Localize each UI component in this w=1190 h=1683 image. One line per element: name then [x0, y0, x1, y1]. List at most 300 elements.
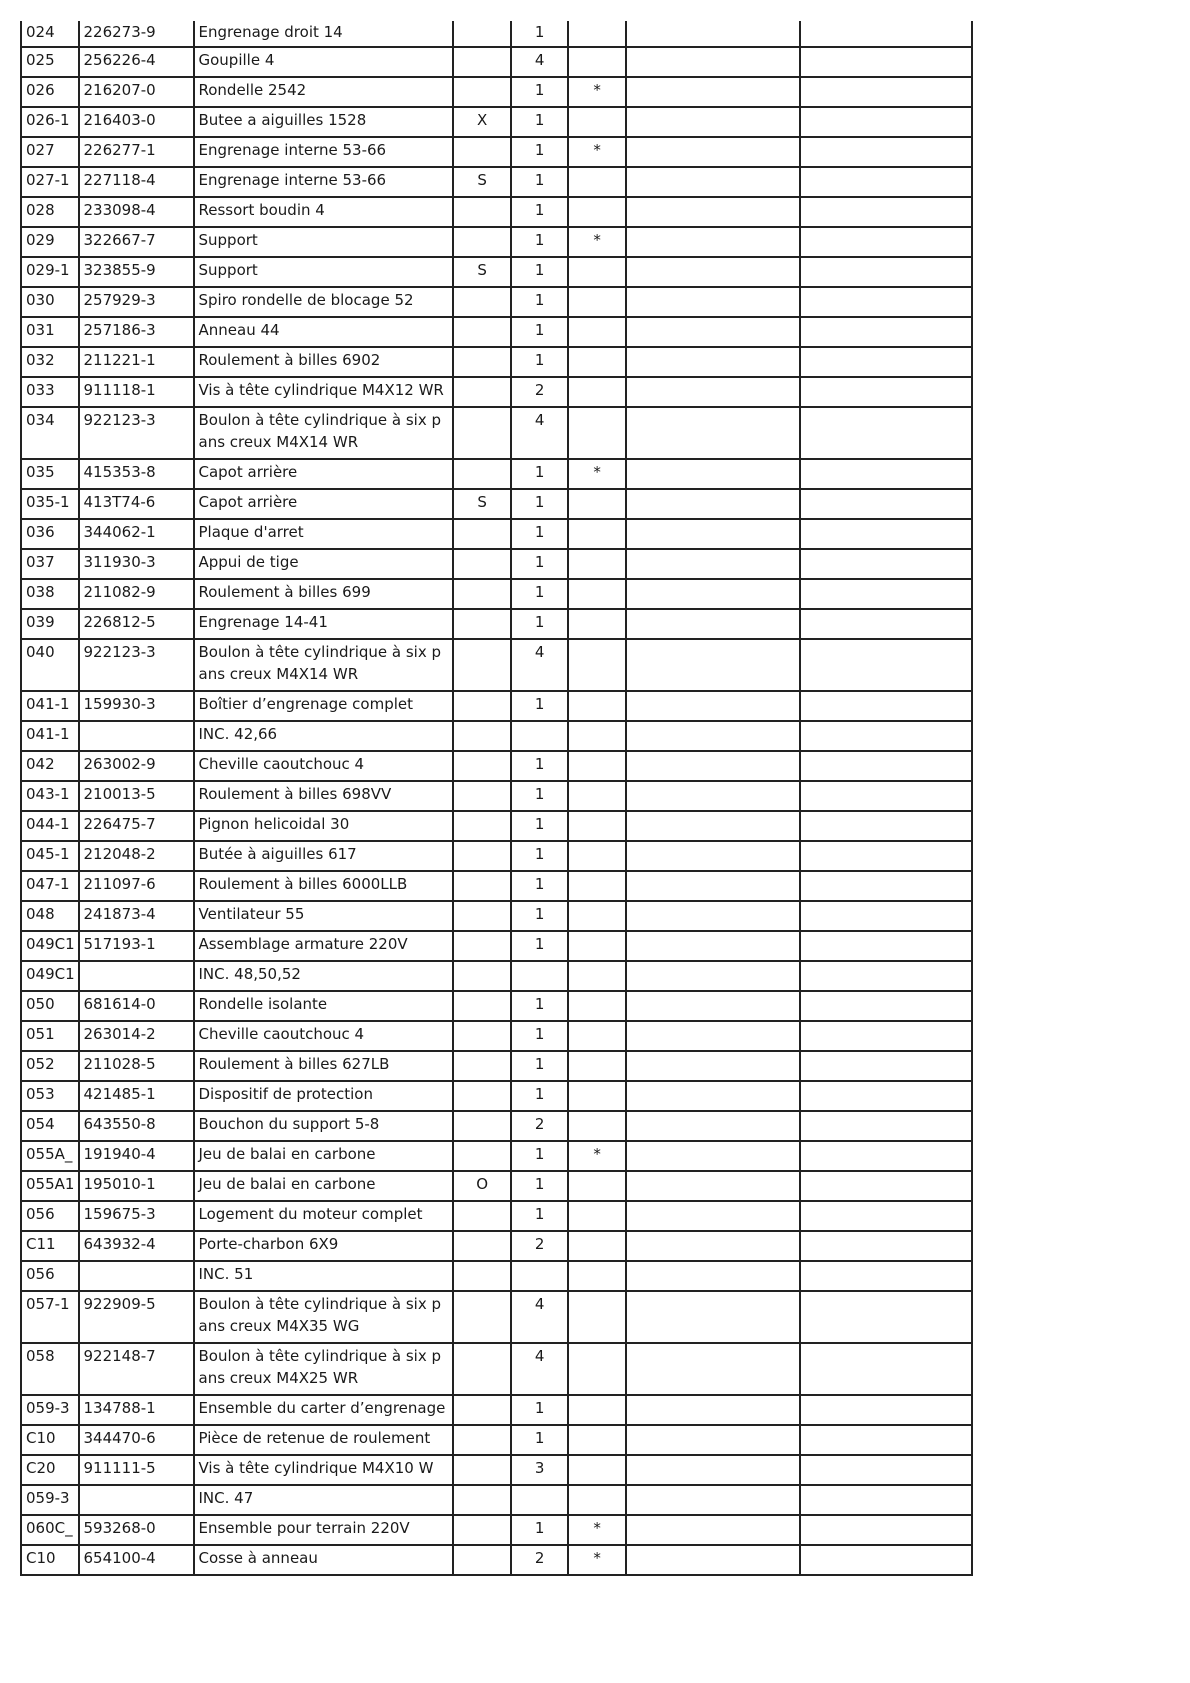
empty-cell: [800, 1201, 972, 1231]
mark-cell: [568, 197, 626, 227]
quantity-cell: 1: [511, 1081, 569, 1111]
empty-cell: [800, 1485, 972, 1515]
part-number-cell: 257929-3: [79, 287, 194, 317]
empty-cell: [626, 1171, 801, 1201]
description-cell: Engrenage interne 53-66: [194, 167, 454, 197]
description-cell: Boîtier d’engrenage complet: [194, 691, 454, 721]
mark-cell: [568, 931, 626, 961]
code-cell: [453, 1111, 511, 1141]
item-number-cell: 040: [21, 639, 79, 691]
empty-cell: [626, 407, 801, 459]
code-cell: [453, 287, 511, 317]
mark-cell: [568, 991, 626, 1021]
empty-cell: [626, 781, 801, 811]
description-cell: Porte-charbon 6X9: [194, 1231, 454, 1261]
description-cell: Ensemble du carter d’engrenage: [194, 1395, 454, 1425]
empty-cell: [626, 459, 801, 489]
code-cell: [453, 991, 511, 1021]
description-cell: Roulement à billes 699: [194, 579, 454, 609]
item-number-cell: 055A_: [21, 1141, 79, 1171]
part-number-cell: 911111-5: [79, 1455, 194, 1485]
description-cell: Rondelle 2542: [194, 77, 454, 107]
quantity-cell: 1: [511, 519, 569, 549]
empty-cell: [626, 841, 801, 871]
table-row: [21, 781, 972, 811]
empty-cell: [800, 1051, 972, 1081]
description-cell: Jeu de balai en carbone: [194, 1171, 454, 1201]
quantity-cell: 1: [511, 691, 569, 721]
quantity-cell: 1: [511, 1021, 569, 1051]
code-cell: S: [453, 257, 511, 287]
item-number-cell: 026-1: [21, 107, 79, 137]
description-cell: Boulon à tête cylindrique à six pans creux M4X14 WR: [194, 639, 454, 691]
quantity-cell: 4: [511, 407, 569, 459]
empty-cell: [626, 107, 801, 137]
item-number-cell: 025: [21, 47, 79, 77]
item-number-cell: 048: [21, 901, 79, 931]
empty-cell: [800, 377, 972, 407]
table-row: [21, 137, 972, 167]
mark-cell: [568, 841, 626, 871]
part-number-cell: 681614-0: [79, 991, 194, 1021]
code-cell: [453, 1081, 511, 1111]
empty-cell: [800, 549, 972, 579]
empty-cell: [800, 1545, 972, 1575]
description-cell: Rondelle isolante: [194, 991, 454, 1021]
quantity-cell: 1: [511, 317, 569, 347]
item-number-cell: 042: [21, 751, 79, 781]
part-number-cell: 212048-2: [79, 841, 194, 871]
quantity-cell: 1: [511, 1171, 569, 1201]
description-cell: Dispositif de protection: [194, 1081, 454, 1111]
mark-cell: *: [568, 137, 626, 167]
mark-cell: [568, 609, 626, 639]
table-row: [21, 107, 972, 137]
code-cell: [453, 1291, 511, 1343]
item-number-cell: 053: [21, 1081, 79, 1111]
item-number-cell: 035-1: [21, 489, 79, 519]
part-number-cell: [79, 1261, 194, 1291]
part-number-cell: [79, 1485, 194, 1515]
quantity-cell: 1: [511, 107, 569, 137]
item-number-cell: 059-3: [21, 1395, 79, 1425]
quantity-cell: 1: [511, 549, 569, 579]
mark-cell: [568, 1425, 626, 1455]
description-cell: Butee a aiguilles 1528: [194, 107, 454, 137]
empty-cell: [800, 227, 972, 257]
part-number-cell: 211221-1: [79, 347, 194, 377]
mark-cell: [568, 549, 626, 579]
table-row: [21, 1021, 972, 1051]
code-cell: [453, 1343, 511, 1395]
empty-cell: [800, 991, 972, 1021]
description-cell: Capot arrière: [194, 489, 454, 519]
code-cell: [453, 347, 511, 377]
part-number-cell: 922909-5: [79, 1291, 194, 1343]
table-row: [21, 167, 972, 197]
empty-cell: [800, 1111, 972, 1141]
mark-cell: [568, 1051, 626, 1081]
quantity-cell: 1: [511, 459, 569, 489]
description-cell: Goupille 4: [194, 47, 454, 77]
code-cell: [453, 407, 511, 459]
quantity-cell: 1: [511, 1201, 569, 1231]
code-cell: [453, 639, 511, 691]
quantity-cell: 1: [511, 991, 569, 1021]
item-number-cell: 030: [21, 287, 79, 317]
item-number-cell: 056: [21, 1201, 79, 1231]
mark-cell: [568, 489, 626, 519]
code-cell: [453, 1395, 511, 1425]
mark-cell: [568, 811, 626, 841]
description-cell: Boulon à tête cylindrique à six pans creux M4X25 WR: [194, 1343, 454, 1395]
part-number-cell: 159930-3: [79, 691, 194, 721]
part-number-cell: 256226-4: [79, 47, 194, 77]
table-row: [21, 1455, 972, 1485]
empty-cell: [626, 47, 801, 77]
table-row: [21, 931, 972, 961]
empty-cell: [626, 609, 801, 639]
empty-cell: [626, 691, 801, 721]
quantity-cell: 1: [511, 901, 569, 931]
mark-cell: [568, 721, 626, 751]
mark-cell: [568, 1111, 626, 1141]
item-number-cell: 055A1: [21, 1171, 79, 1201]
empty-cell: [626, 549, 801, 579]
mark-cell: [568, 1231, 626, 1261]
mark-cell: [568, 1455, 626, 1485]
quantity-cell: 1: [511, 579, 569, 609]
code-cell: [453, 317, 511, 347]
description-cell: INC. 48,50,52: [194, 961, 454, 991]
empty-cell: [626, 579, 801, 609]
mark-cell: [568, 519, 626, 549]
empty-cell: [800, 961, 972, 991]
item-number-cell: 033: [21, 377, 79, 407]
code-cell: [453, 609, 511, 639]
quantity-cell: 4: [511, 1291, 569, 1343]
description-cell: Engrenage 14-41: [194, 609, 454, 639]
empty-cell: [626, 1261, 801, 1291]
empty-cell: [626, 1291, 801, 1343]
empty-cell: [626, 1081, 801, 1111]
empty-cell: [800, 1343, 972, 1395]
table-row: [21, 1485, 972, 1515]
mark-cell: [568, 347, 626, 377]
table-row: [21, 1171, 972, 1201]
empty-cell: [800, 1395, 972, 1425]
table-row: [21, 197, 972, 227]
table-row: [21, 991, 972, 1021]
part-number-cell: 643932-4: [79, 1231, 194, 1261]
table-row: [21, 257, 972, 287]
empty-cell: [626, 317, 801, 347]
table-row: [21, 519, 972, 549]
mark-cell: [568, 1201, 626, 1231]
mark-cell: *: [568, 1141, 626, 1171]
table-row: [21, 489, 972, 519]
description-cell: Capot arrière: [194, 459, 454, 489]
mark-cell: *: [568, 1545, 626, 1575]
empty-cell: [800, 1515, 972, 1545]
empty-cell: [800, 841, 972, 871]
empty-cell: [800, 107, 972, 137]
description-cell: Ventilateur 55: [194, 901, 454, 931]
empty-cell: [800, 257, 972, 287]
quantity-cell: 1: [511, 489, 569, 519]
code-cell: [453, 931, 511, 961]
empty-cell: [626, 1201, 801, 1231]
empty-cell: [626, 931, 801, 961]
mark-cell: [568, 1485, 626, 1515]
table-row: [21, 691, 972, 721]
empty-cell: [800, 137, 972, 167]
part-number-cell: 226273-9: [79, 21, 194, 47]
empty-cell: [800, 781, 972, 811]
part-number-cell: 415353-8: [79, 459, 194, 489]
part-number-cell: 263014-2: [79, 1021, 194, 1051]
empty-cell: [800, 47, 972, 77]
description-cell: INC. 47: [194, 1485, 454, 1515]
code-cell: [453, 901, 511, 931]
code-cell: [453, 841, 511, 871]
description-cell: Support: [194, 227, 454, 257]
table-row: [21, 1515, 972, 1545]
quantity-cell: 2: [511, 1111, 569, 1141]
empty-cell: [626, 1485, 801, 1515]
table-row: [21, 1051, 972, 1081]
empty-cell: [800, 1231, 972, 1261]
item-number-cell: 059-3: [21, 1485, 79, 1515]
mark-cell: [568, 1261, 626, 1291]
description-cell: Cosse à anneau: [194, 1545, 454, 1575]
part-number-cell: 191940-4: [79, 1141, 194, 1171]
description-cell: Assemblage armature 220V: [194, 931, 454, 961]
item-number-cell: 049C1: [21, 931, 79, 961]
table-row: [21, 811, 972, 841]
part-number-cell: 922123-3: [79, 639, 194, 691]
quantity-cell: 1: [511, 871, 569, 901]
empty-cell: [800, 639, 972, 691]
item-number-cell: 024: [21, 21, 79, 47]
code-cell: [453, 21, 511, 47]
table-row: [21, 639, 972, 691]
code-cell: [453, 549, 511, 579]
description-cell: Roulement à billes 627LB: [194, 1051, 454, 1081]
empty-cell: [800, 579, 972, 609]
code-cell: [453, 197, 511, 227]
empty-cell: [800, 1171, 972, 1201]
code-cell: [453, 1261, 511, 1291]
description-cell: Anneau 44: [194, 317, 454, 347]
description-cell: Boulon à tête cylindrique à six pans creux M4X35 WG: [194, 1291, 454, 1343]
quantity-cell: 1: [511, 21, 569, 47]
empty-cell: [800, 931, 972, 961]
description-cell: Cheville caoutchouc 4: [194, 751, 454, 781]
item-number-cell: C11: [21, 1231, 79, 1261]
item-number-cell: 038: [21, 579, 79, 609]
item-number-cell: 039: [21, 609, 79, 639]
code-cell: O: [453, 1171, 511, 1201]
code-cell: S: [453, 167, 511, 197]
part-number-cell: 911118-1: [79, 377, 194, 407]
quantity-cell: [511, 1485, 569, 1515]
code-cell: [453, 1485, 511, 1515]
quantity-cell: 4: [511, 639, 569, 691]
part-number-cell: 226277-1: [79, 137, 194, 167]
table-row: [21, 871, 972, 901]
empty-cell: [626, 347, 801, 377]
part-number-cell: 211097-6: [79, 871, 194, 901]
item-number-cell: 027-1: [21, 167, 79, 197]
item-number-cell: 026: [21, 77, 79, 107]
table-row: [21, 961, 972, 991]
table-row: [21, 1111, 972, 1141]
empty-cell: [626, 1141, 801, 1171]
description-cell: INC. 51: [194, 1261, 454, 1291]
empty-cell: [626, 751, 801, 781]
mark-cell: [568, 1081, 626, 1111]
mark-cell: [568, 1395, 626, 1425]
code-cell: [453, 47, 511, 77]
part-number-cell: [79, 721, 194, 751]
table-row: [21, 609, 972, 639]
quantity-cell: 3: [511, 1455, 569, 1485]
empty-cell: [626, 871, 801, 901]
empty-cell: [626, 1515, 801, 1545]
part-number-cell: 159675-3: [79, 1201, 194, 1231]
table-row: [21, 1395, 972, 1425]
code-cell: S: [453, 489, 511, 519]
code-cell: [453, 459, 511, 489]
description-cell: Ensemble pour terrain 220V: [194, 1515, 454, 1545]
code-cell: [453, 1231, 511, 1261]
quantity-cell: 1: [511, 137, 569, 167]
mark-cell: [568, 691, 626, 721]
code-cell: [453, 1051, 511, 1081]
mark-cell: [568, 21, 626, 47]
empty-cell: [626, 77, 801, 107]
item-number-cell: 027: [21, 137, 79, 167]
item-number-cell: C20: [21, 1455, 79, 1485]
mark-cell: [568, 377, 626, 407]
code-cell: [453, 961, 511, 991]
table-row: [21, 227, 972, 257]
empty-cell: [626, 811, 801, 841]
item-number-cell: 029-1: [21, 257, 79, 287]
quantity-cell: 1: [511, 781, 569, 811]
item-number-cell: 032: [21, 347, 79, 377]
item-number-cell: 056: [21, 1261, 79, 1291]
table-row: [21, 347, 972, 377]
empty-cell: [626, 721, 801, 751]
code-cell: [453, 137, 511, 167]
quantity-cell: 4: [511, 1343, 569, 1395]
mark-cell: *: [568, 459, 626, 489]
part-number-cell: 421485-1: [79, 1081, 194, 1111]
empty-cell: [626, 1231, 801, 1261]
empty-cell: [626, 901, 801, 931]
part-number-cell: 226812-5: [79, 609, 194, 639]
item-number-cell: 034: [21, 407, 79, 459]
code-cell: [453, 519, 511, 549]
mark-cell: [568, 257, 626, 287]
empty-cell: [626, 1545, 801, 1575]
table-row: [21, 1231, 972, 1261]
mark-cell: [568, 1171, 626, 1201]
item-number-cell: 045-1: [21, 841, 79, 871]
table-row: [21, 1425, 972, 1455]
quantity-cell: 4: [511, 47, 569, 77]
empty-cell: [800, 1261, 972, 1291]
quantity-cell: 1: [511, 931, 569, 961]
part-number-cell: 922148-7: [79, 1343, 194, 1395]
description-cell: Support: [194, 257, 454, 287]
empty-cell: [626, 377, 801, 407]
description-cell: Plaque d'arret: [194, 519, 454, 549]
part-number-cell: 413T74-6: [79, 489, 194, 519]
table-row: [21, 1201, 972, 1231]
empty-cell: [800, 1425, 972, 1455]
code-cell: [453, 227, 511, 257]
item-number-cell: 043-1: [21, 781, 79, 811]
quantity-cell: 1: [511, 197, 569, 227]
part-number-cell: 216207-0: [79, 77, 194, 107]
part-number-cell: 211082-9: [79, 579, 194, 609]
mark-cell: [568, 1291, 626, 1343]
table-row: [21, 1141, 972, 1171]
part-number-cell: 241873-4: [79, 901, 194, 931]
part-number-cell: 311930-3: [79, 549, 194, 579]
item-number-cell: 060C_: [21, 1515, 79, 1545]
quantity-cell: 1: [511, 77, 569, 107]
mark-cell: *: [568, 77, 626, 107]
empty-cell: [800, 1291, 972, 1343]
item-number-cell: 051: [21, 1021, 79, 1051]
item-number-cell: 049C1: [21, 961, 79, 991]
item-number-cell: 035: [21, 459, 79, 489]
table-row: [21, 1343, 972, 1395]
empty-cell: [626, 227, 801, 257]
empty-cell: [800, 691, 972, 721]
quantity-cell: 2: [511, 1545, 569, 1575]
description-cell: Roulement à billes 6000LLB: [194, 871, 454, 901]
quantity-cell: 1: [511, 257, 569, 287]
description-cell: INC. 42,66: [194, 721, 454, 751]
table-row: [21, 901, 972, 931]
empty-cell: [800, 519, 972, 549]
parts-table-body: [21, 21, 972, 1575]
code-cell: [453, 751, 511, 781]
code-cell: [453, 1201, 511, 1231]
table-row: [21, 751, 972, 781]
table-row: [21, 377, 972, 407]
quantity-cell: 1: [511, 227, 569, 257]
empty-cell: [626, 21, 801, 47]
part-number-cell: 344470-6: [79, 1425, 194, 1455]
empty-cell: [800, 167, 972, 197]
part-number-cell: 226475-7: [79, 811, 194, 841]
empty-cell: [626, 287, 801, 317]
description-cell: Vis à tête cylindrique M4X12 WR: [194, 377, 454, 407]
part-number-cell: 216403-0: [79, 107, 194, 137]
table-row: [21, 1291, 972, 1343]
mark-cell: [568, 287, 626, 317]
part-number-cell: 643550-8: [79, 1111, 194, 1141]
item-number-cell: 044-1: [21, 811, 79, 841]
empty-cell: [626, 991, 801, 1021]
table-row: [21, 579, 972, 609]
